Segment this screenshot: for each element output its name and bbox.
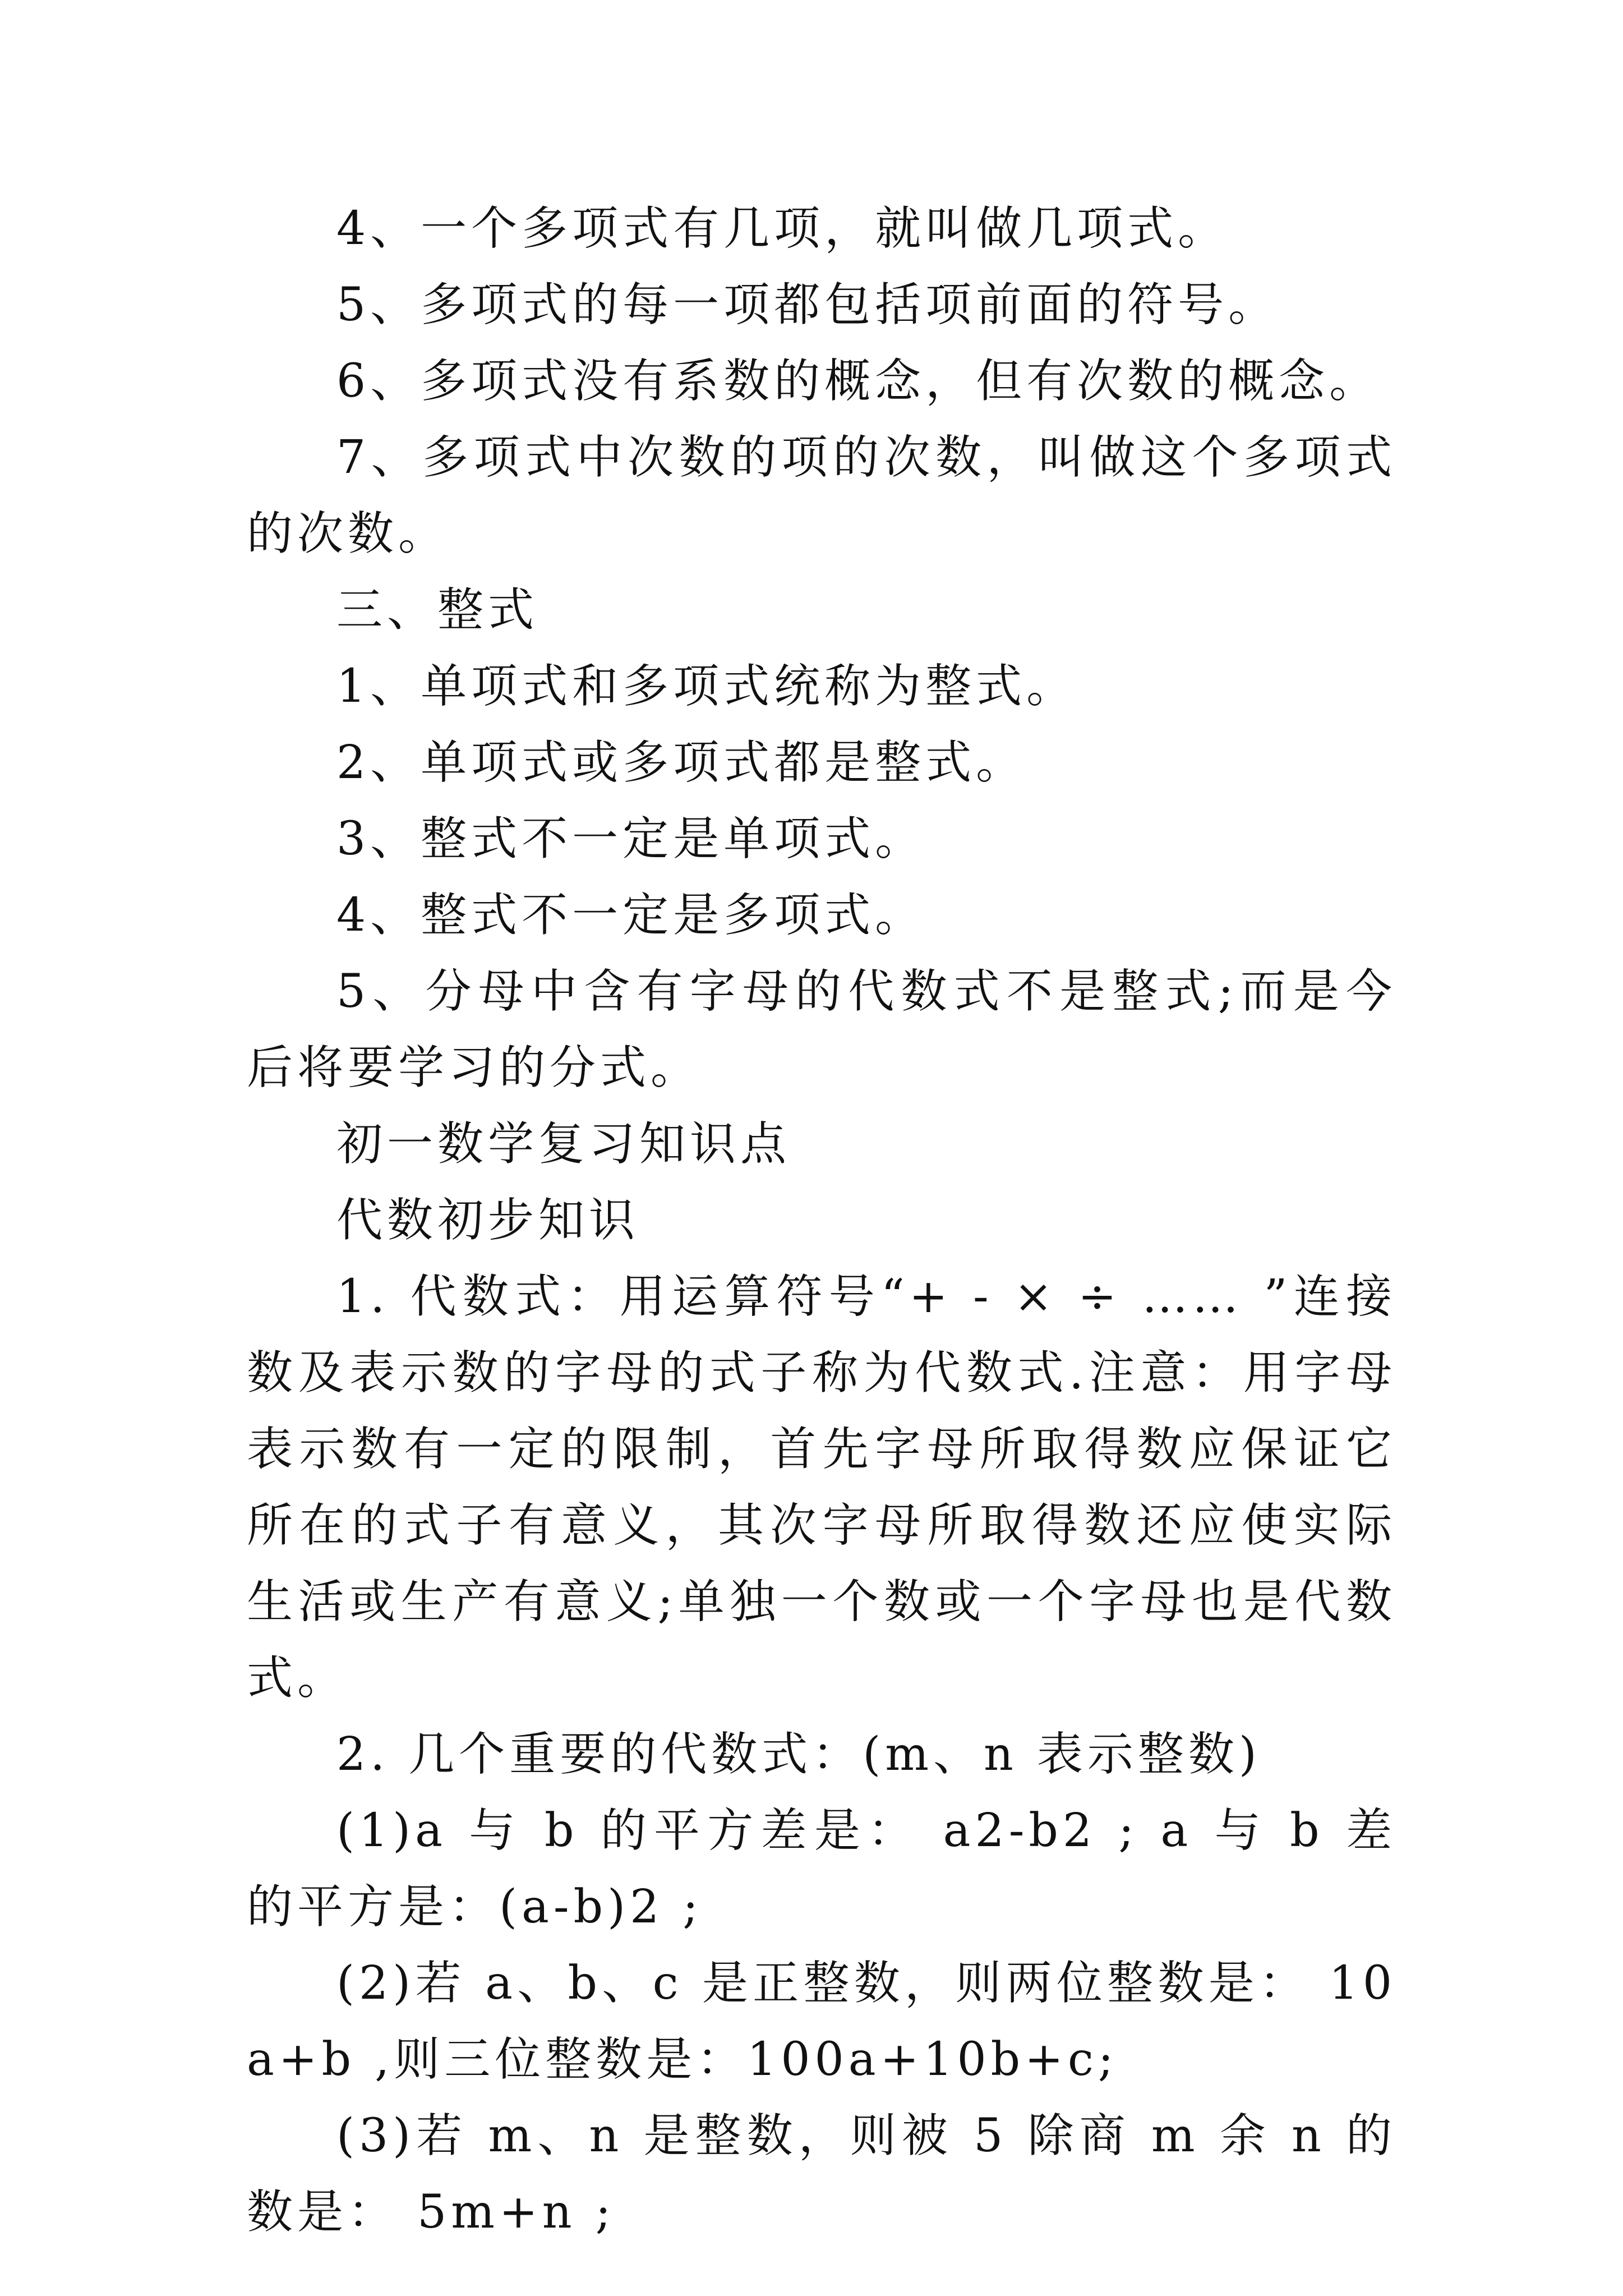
paragraph-polynomial-5: 5、多项式的每一项都包括项前面的符号。 — [336, 278, 1279, 332]
paragraph-algebraic-expression-definition: 1. 代数式：用运算符号“+ - × ÷ …… ”连接数及表示数的字母的式子称为代数式.注意：用字母表示数有一定的限制，首先字母所取得数应保证它所在的式子有意义，其次字母所取得数还应使实际生活或生产有意义;单独一个数或一个字母也是代数式。 — [247, 1270, 1396, 1705]
paragraph-important-expressions: 2. 几个重要的代数式：(m、n 表示整数) — [336, 1728, 1261, 1781]
paragraph-polynomial-7: 7、多项式中次数的项的次数，叫做这个多项式的次数。 — [247, 431, 1396, 560]
paragraph-polynomial-6: 6、多项式没有系数的概念，但有次数的概念。 — [336, 355, 1380, 408]
heading-review-points: 初一数学复习知识点 — [336, 1117, 791, 1171]
document-body — [247, 191, 1396, 2251]
paragraph-expression-item-1: (1)a 与 b 的平方差是： a2-b2 ; a 与 b 差的平方是：(a-b)2 ; — [247, 1804, 1396, 1934]
paragraph-expression-item-2: (2)若 a、b、c 是正整数，则两位整数是： 10a+b ,则三位整数是：100a+10b+c; — [247, 1957, 1396, 2086]
paragraph-integral-4: 4、整式不一定是多项式。 — [336, 889, 926, 942]
paragraph-polynomial-4: 4、一个多项式有几项，就叫做几项式。 — [336, 202, 1229, 255]
section-heading-integral-expression: 三、整式 — [336, 583, 539, 637]
paragraph-expression-item-3: (3)若 m、n 是整数，则被 5 除商 m 余 n 的数是： 5m+n ; — [247, 2109, 1396, 2239]
paragraph-integral-2: 2、单项式或多项式都是整式。 — [336, 736, 1027, 789]
paragraph-integral-3: 3、整式不一定是单项式。 — [336, 812, 926, 866]
paragraph-integral-5: 5、分母中含有字母的代数式不是整式;而是今后将要学习的分式。 — [247, 965, 1396, 1094]
heading-algebra-basics: 代数初步知识 — [336, 1194, 640, 1247]
paragraph-integral-1: 1、单项式和多项式统称为整式。 — [336, 660, 1077, 713]
